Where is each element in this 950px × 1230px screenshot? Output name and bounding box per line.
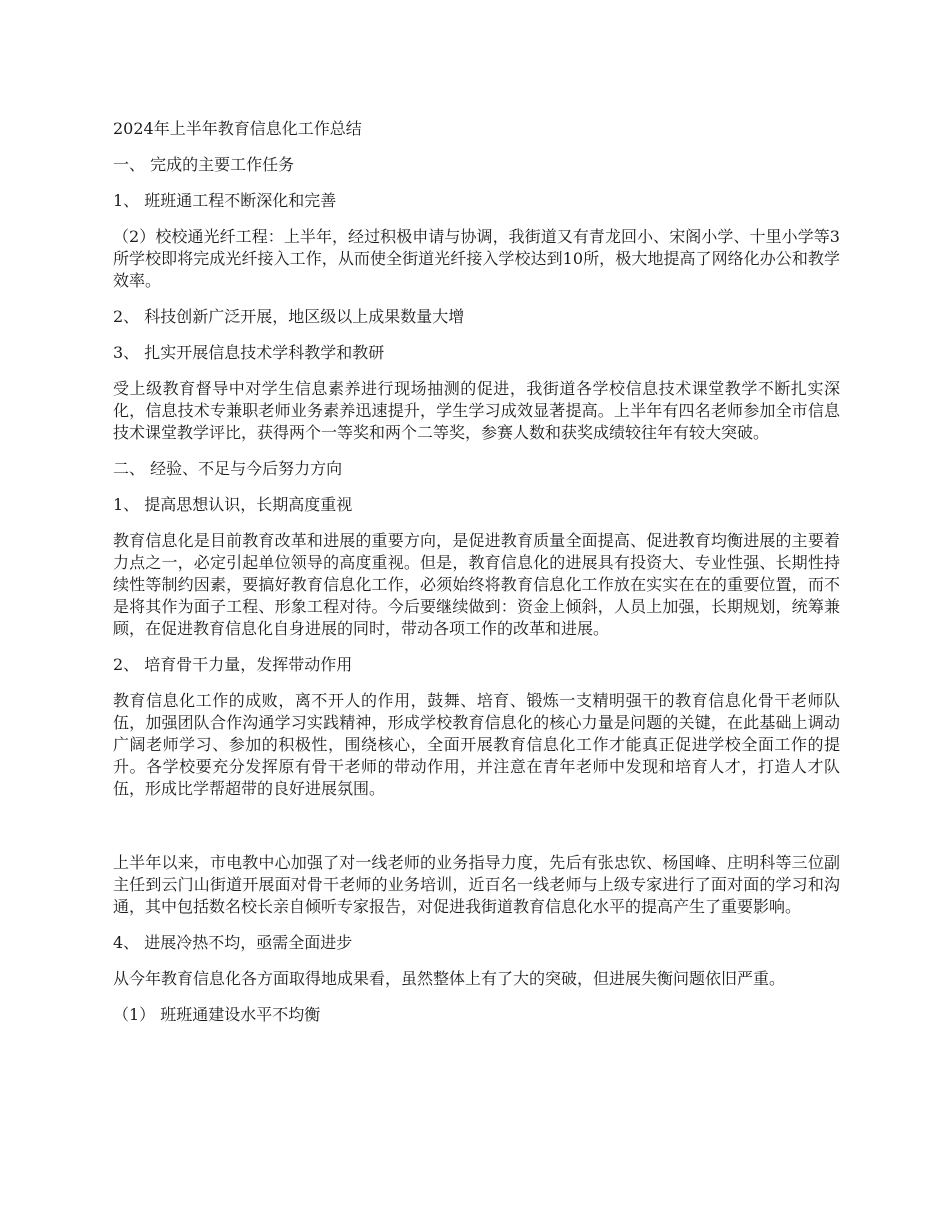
section-heading: 1、 班班通工程不断深化和完善 bbox=[113, 191, 337, 210]
document-page bbox=[113, 118, 840, 1040]
section-heading: 2、 科技创新广泛开展，地区级以上成果数量大增 bbox=[113, 307, 465, 326]
section-heading: 二、 经验、不足与今后努力方向 bbox=[113, 459, 343, 478]
section-heading: 1、 提高思想认识，长期高度重视 bbox=[113, 495, 353, 514]
section-heading: 一、 完成的主要工作任务 bbox=[113, 155, 295, 174]
body-paragraph: 教育信息化工作的成败，离不开人的作用，鼓舞、培育、锻炼一支精明强干的教育信息化骨干老师队伍，加强团队合作沟通学习实践精神，形成学校教育信息化的核心力量是问题的关键，在此基础上调动广阔老师学习、参加的积极性，围绕核心，全面开展教育信息化工作才能真正促进学校全面工作的提升。各学校要充分发挥原有骨干老师的带动作用，并注意在青年老师中发现和培育人才，打造人才队伍，形成比学帮超带的良好进展氛围。 bbox=[113, 691, 840, 798]
section-heading: 2、 培育骨干力量，发挥带动作用 bbox=[113, 655, 353, 674]
document-title: 2024年上半年教育信息化工作总结 bbox=[113, 119, 362, 138]
paragraph-spacer bbox=[113, 814, 840, 852]
body-paragraph: 从今年教育信息化各方面取得地成果看，虽然整体上有了大的突破，但进展失衡问题依旧严重。 bbox=[113, 969, 786, 988]
document-body bbox=[113, 154, 840, 1026]
body-paragraph: 上半年以来，市电教中心加强了对一线老师的业务指导力度，先后有张忠钦、杨国峰、庄明科等三位副主任到云门山街道开展面对骨干老师的业务培训，近百名一线老师与上级专家进行了面对面的学习和沟通，其中包括数名校长亲自倾听专家报告，对促进我街道教育信息化水平的提高产生了重要影响。 bbox=[113, 853, 840, 916]
body-paragraph: 教育信息化是目前教育改革和进展的重要方向，是促进教育质量全面提高、促进教育均衡进展的主要着力点之一，必定引起单位领导的高度重视。但是，教育信息化的进展具有投资大、专业性强、长期性持续性等制约因素，要搞好教育信息化工作，必须始终将教育信息化工作放在实实在在的重要位置，而不是将其作为面子工程、形象工程对待。今后要继续做到：资金上倾斜，人员上加强，长期规划，统筹兼顾，在促进教育信息化自身进展的同时，带动各项工作的改革和进展。 bbox=[113, 531, 840, 638]
section-heading: （1） 班班通建设水平不均衡 bbox=[113, 1005, 321, 1024]
body-paragraph: 受上级教育督导中对学生信息素养进行现场抽测的促进，我街道各学校信息技术课堂教学不断扎实深化，信息技术专兼职老师业务素养迅速提升，学生学习成效显著提高。上半年有四名老师参加全市信息技术课堂教学评比，获得两个一等奖和两个二等奖，参赛人数和获奖成绩较往年有较大突破。 bbox=[113, 379, 840, 442]
section-heading: 4、 进展冷热不均，亟需全面进步 bbox=[113, 933, 353, 952]
body-paragraph: （2）校校通光纤工程：上半年，经过积极申请与协调，我街道又有青龙回小、宋阁小学、十里小学等3所学校即将完成光纤接入工作，从而使全街道光纤接入学校达到10所，极大地提高了网络化办公和教学效率。 bbox=[113, 227, 840, 290]
section-heading: 3、 扎实开展信息技术学科教学和教研 bbox=[113, 343, 385, 362]
